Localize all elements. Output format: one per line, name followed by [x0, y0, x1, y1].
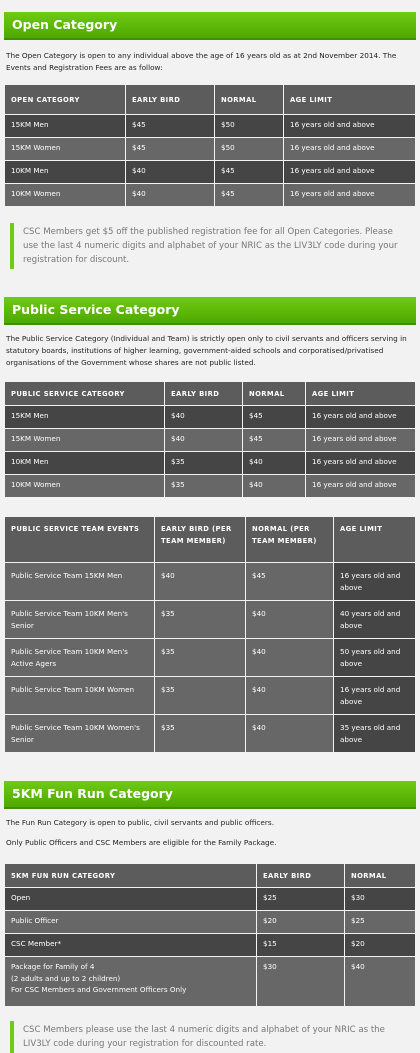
table-cell: $40 [155, 563, 246, 601]
table-cell: 10KM Women [5, 475, 165, 498]
table-cell: $45 [215, 161, 284, 184]
table-row [5, 184, 416, 207]
table-header-row [5, 517, 416, 563]
open-category-discount-note: CSC Members get $5 off the published registration fee for all Open Categories. Please use the last 4 numeric digits and alphabet of your NRIC as the LIV3LY code during your registration for discount. [10, 223, 410, 269]
table-cell: 35 years old and above [334, 715, 416, 753]
table-cell: $40 [246, 677, 334, 715]
column-header: EARLY BIRD [257, 864, 345, 888]
table-cell: $35 [155, 715, 246, 753]
table-cell: $45 [246, 563, 334, 601]
table-header-row [5, 85, 416, 115]
table-cell: Public Service Team 10KM Men's Senior [5, 601, 155, 639]
table-cell: 16 years old and above [306, 429, 416, 452]
table-cell: $40 [246, 639, 334, 677]
table-cell: $45 [243, 429, 306, 452]
table-header-row [5, 864, 416, 888]
column-header: 5KM FUN RUN CATEGORY [5, 864, 257, 888]
table-row [5, 406, 416, 429]
table-cell: $40 [126, 161, 215, 184]
table-cell: 16 years old and above [284, 161, 416, 184]
column-header: AGE LIMIT [306, 382, 416, 406]
table-cell: $35 [155, 677, 246, 715]
table-cell: $45 [126, 115, 215, 138]
table-cell: $35 [155, 639, 246, 677]
table-cell: $45 [215, 184, 284, 207]
table-cell: $40 [165, 406, 243, 429]
table-cell: 15KM Women [5, 138, 126, 161]
column-header: OPEN CATEGORY [5, 85, 126, 115]
table-row [5, 115, 416, 138]
table-cell: 16 years old and above [284, 184, 416, 207]
table-cell: $40 [243, 452, 306, 475]
column-header: AGE LIMIT [284, 85, 416, 115]
table-cell: $20 [345, 934, 416, 957]
table-cell: $40 [243, 475, 306, 498]
table-cell: Public Service Team 10KM Men's Active Agers [5, 639, 155, 677]
table-cell: 16 years old and above [284, 115, 416, 138]
fun-run-category-heading: 5KM Fun Run Category [4, 781, 416, 809]
public-service-category-heading: Public Service Category [4, 297, 416, 325]
table-row [5, 677, 416, 715]
table-cell: $35 [165, 475, 243, 498]
table-row [5, 911, 416, 934]
table-cell: 50 years old and above [334, 639, 416, 677]
column-header: EARLY BIRD (PER TEAM MEMBER) [155, 517, 246, 563]
table-cell: Public Service Team 15KM Men [5, 563, 155, 601]
table-cell: $35 [155, 601, 246, 639]
table-cell: 16 years old and above [334, 563, 416, 601]
table-cell: 16 years old and above [306, 406, 416, 429]
family-package-line: Package for Family of 4 [11, 962, 95, 971]
public-service-team-table [4, 516, 416, 753]
table-cell: 10KM Women [5, 184, 126, 207]
table-cell: $30 [345, 888, 416, 911]
table-row [5, 563, 416, 601]
table-row [5, 957, 416, 1007]
column-header: NORMAL (PER TEAM MEMBER) [246, 517, 334, 563]
family-package-eligibility: Only Public Officers and CSC Members are eligible for the Family Package. [6, 838, 277, 847]
table-cell: 15KM Women [5, 429, 165, 452]
family-package-line: For CSC Members and Government Officers Only [11, 985, 187, 994]
table-cell: $20 [257, 911, 345, 934]
table-cell: $45 [243, 406, 306, 429]
table-cell: 40 years old and above [334, 601, 416, 639]
table-cell: 16 years old and above [284, 138, 416, 161]
table-cell: CSC Member* [5, 934, 257, 957]
table-cell: 16 years old and above [334, 677, 416, 715]
table-cell: $50 [215, 115, 284, 138]
table-cell: $35 [165, 452, 243, 475]
column-header: AGE LIMIT [334, 517, 416, 563]
fun-run-intro: The Fun Run Category is open to public, civil servants and public officers. [6, 818, 275, 827]
fun-run-discount-note: CSC Members please use the last 4 numeric digits and alphabet of your NRIC as the LIV3LY code during your registration for discounted rate. [10, 1021, 410, 1053]
table-cell: $30 [257, 957, 345, 1007]
public-service-intro: The Public Service Category (Individual and Team) is strictly open only to civil servants and officers serving in statutory boards, institutions of higher learning, government-aided schools and corporatised/privatised organisations of the Government whose shares are not public listed. [6, 334, 407, 367]
table-cell: $45 [126, 138, 215, 161]
open-category-table [4, 84, 416, 207]
table-cell: 16 years old and above [306, 475, 416, 498]
table-cell: Public Officer [5, 911, 257, 934]
table-row [5, 138, 416, 161]
table-row [5, 715, 416, 753]
table-row [5, 429, 416, 452]
table-cell: $25 [257, 888, 345, 911]
table-row [5, 934, 416, 957]
table-row [5, 475, 416, 498]
table-cell: Public Service Team 10KM Women's Senior [5, 715, 155, 753]
table-cell: 10KM Men [5, 161, 126, 184]
table-cell: Public Service Team 10KM Women [5, 677, 155, 715]
table-cell: 15KM Men [5, 115, 126, 138]
family-package-line: (2 adults and up to 2 children) [11, 973, 121, 983]
table-header-row [5, 382, 416, 406]
column-header: NORMAL [215, 85, 284, 115]
column-header: NORMAL [243, 382, 306, 406]
table-row [5, 639, 416, 677]
table-row [5, 888, 416, 911]
table-cell: $40 [126, 184, 215, 207]
table-cell: $40 [345, 957, 416, 1007]
table-cell: $25 [345, 911, 416, 934]
table-cell: 15KM Men [5, 406, 165, 429]
table-cell: 10KM Men [5, 452, 165, 475]
family-package-cell [5, 957, 257, 1007]
column-header: PUBLIC SERVICE TEAM EVENTS [5, 517, 155, 563]
table-cell: Open [5, 888, 257, 911]
open-category-intro: The Open Category is open to any individual above the age of 16 years old as at 2nd November 2014. The Events and Registration Fees are as follow: [6, 51, 397, 72]
column-header: PUBLIC SERVICE CATEGORY [5, 382, 165, 406]
open-category-heading: Open Category [4, 12, 416, 40]
table-row [5, 601, 416, 639]
column-header: EARLY BIRD [126, 85, 215, 115]
fun-run-table [4, 863, 416, 1007]
table-row [5, 452, 416, 475]
column-header: NORMAL [345, 864, 416, 888]
table-cell: $40 [165, 429, 243, 452]
table-cell: 16 years old and above [306, 452, 416, 475]
table-row [5, 161, 416, 184]
column-header: EARLY BIRD [165, 382, 243, 406]
table-cell: $40 [246, 715, 334, 753]
public-service-table [4, 381, 416, 498]
table-cell: $40 [246, 601, 334, 639]
table-cell: $15 [257, 934, 345, 957]
table-cell: $50 [215, 138, 284, 161]
